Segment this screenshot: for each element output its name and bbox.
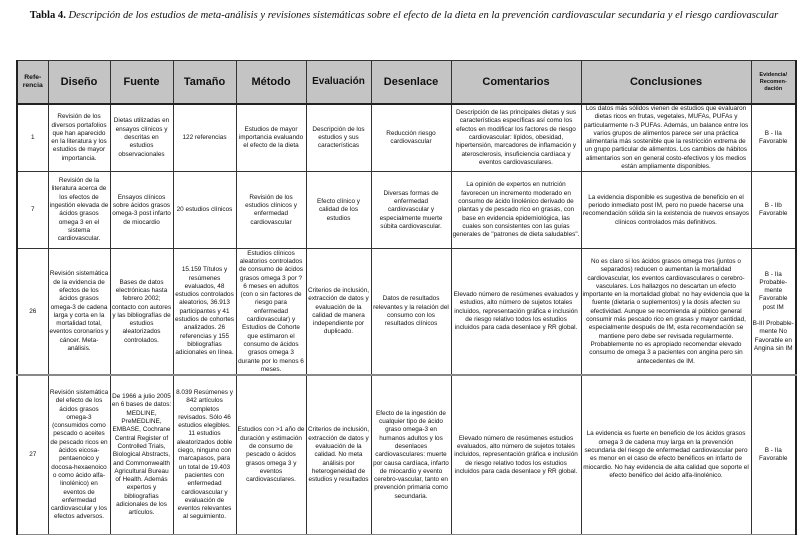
cell-conclusiones: Los datos más sólidos vienen de estudios que evaluaron dietas ricos en frutas, vegetales, MUFAs, PUFAs y particularmente n-3 PUFAs. Además, un balance entre los varios grupos de alimentos parece ser una práctica alimentaria más sostenible que la restricción extrema de un grupo particular de alimentos. Los cambios de hábitos alimentarios son en general costo-efectivos y los medios están ampliamente disponibles. xyxy=(581,104,751,172)
cell-desenlace: Efecto de la ingestión de cualquier tipo de ácido graso omega-3 en humanos adultos y los desenlaces cardiovasculares: muerte por causa cardíaca, infarto de miocardio y evento cerebro-vascular, tanto en prevención primaria como secundaria. xyxy=(371,375,451,535)
header-fuente: Fuente xyxy=(110,61,173,105)
cell-comentarios: Descripción de las principales dietas y sus características específicas así como los efectos en modificar los factores de riesgo cardiovascular: lípidos, obesidad, hipertensión, marcadores de inflamación y aterosclerosis, insuficiencia cardíaca y eventos cardiovasculares. xyxy=(451,104,581,172)
table-label: Tabla 4. xyxy=(29,10,66,21)
cell-fuente: Bases de datos electrónicas hasta febrero 2002; contacto con autores y las bibliografías de estudios aleatorizados controlados. xyxy=(110,249,173,376)
header-metodo: Método xyxy=(236,61,306,105)
meta-analysis-table xyxy=(16,60,797,535)
cell-desenlace: Reducción riesgo cardiovascular xyxy=(371,104,451,172)
cell-evaluacion: Criterios de inclusión, extracción de datos y evaluación de la calidad. No meta análisis por heterogeneidad de estudios y resultados xyxy=(306,375,371,535)
cell-tamano: 15.159 Títulos y resúmenes evaluados, 48 estudios controlados aleatorios, 36.913 participantes y 41 estudios de cohortes analizados. 26 referencias y 155 bibliografías adicionales en línea. xyxy=(173,249,236,376)
cell-ref: 1 xyxy=(17,104,48,172)
evidencia-line-2: B-III Probable-mente No Favorable en Angina sin IM xyxy=(752,320,794,352)
cell-conclusiones: La evidencia es fuerte en beneficio de los ácidos grasos omega 3 de cadena muy larga en la prevención secundaria del riesgo de enfermedad cardiovascular pero es menor en el caso de efecto benéficos en infarto de miocardio. No hay evidencia de alta calidad que soporte el efecto benéfico del ácido alfa-linolénico. xyxy=(581,375,751,535)
table-row xyxy=(17,249,796,376)
cell-diseno: Revisión de los diversos portafolios que han aparecido en la literatura y los estudios de mayor importancia. xyxy=(48,104,110,172)
cell-tamano: 20 estudios clínicos xyxy=(173,172,236,249)
header-conclusiones: Conclusiones xyxy=(581,61,751,105)
cell-metodo: Estudios de mayor importancia evaluando el efecto de la dieta xyxy=(236,104,306,172)
cell-conclusiones: No es claro si los ácidos grasos omega tres (juntos o separados) reducen o aumentan la mortalidad cardiovascular, los eventos cardiovasculares o cerebro-vasculares. Los hallazgos no descartan un efecto importante en la mortalidad global: no hay evidencia que la fuente (dietaria o suplementos) y la dosis afecten su efectividad. Aunque se recomienda al público general consumir más pescado rico en grasas y mayor cantidad, especialmente después de IM, esta recomendación se mantiene pero debe ser revisada regularmente. Probablemente no es apropiado recomendar elevado consumo de omega 3 a pacientes con angina pero sin antecedentes de IM. xyxy=(581,249,751,376)
evidencia-line-1: B - IIa Probable-mente Favorable post IM xyxy=(759,270,788,311)
cell-comentarios: La opinión de expertos en nutrición favorecen un incremento moderado en consumo de ácido linolénico derivado de plantas y de pescado rico en grasas, con base en evidencia epidemiológica, las cuales son consistentes con las guías generales de "patrones de dieta saludables". xyxy=(451,172,581,249)
cell-evidencia: B - IIa Favorable xyxy=(751,375,796,535)
cell-metodo: Revisión de los estudios clínicos y enfermedad cardiovascular xyxy=(236,172,306,249)
table-row xyxy=(17,172,796,249)
header-evidencia: Evidencia/ Recomen-dación xyxy=(751,61,796,105)
cell-fuente: Dietas utilizadas en ensayos clínicos y descritas en estudios observacionales xyxy=(110,104,173,172)
cell-evidencia: B - IIa Favorable xyxy=(751,104,796,172)
cell-desenlace: Datos de resultados relevantes y la relación del consumo con los resultados clínicos xyxy=(371,249,451,376)
cell-evidencia xyxy=(751,249,796,376)
cell-comentarios: Elevado número de resúmenes evaluados y estudios, alto número de sujetos totales incluidos, representación gráfica e inclusión de riesgo relativo todos los estudios incluidos para cada desenlace y RR global. xyxy=(451,249,581,376)
cell-tamano: 122 referencias xyxy=(173,104,236,172)
cell-diseno: Revisión sistemática de la evidencia de efectos de los ácidos grasos omega-3 de cadena larga y corta en la mortalidad total, eventos coronarios y cáncer. Meta-análisis. xyxy=(48,249,110,376)
cell-tamano: 8.039 Resúmenes y 842 artículos completos revisados. Sólo 46 estudios elegibles. 11 estudios aleatorizados doble ciego, ninguno con marcapasos, para un total de 19.403 pacientes con enfermedad cardiovascular y evaluación de eventos relevantes al seguimiento. xyxy=(173,375,236,535)
header-diseno: Diseño xyxy=(48,61,110,105)
cell-evaluacion: Criterios de inclusión, extracción de datos y evaluación de la calidad de manera independiente por duplicado. xyxy=(306,249,371,376)
cell-diseno: Revisión de la literatura acerca de los efectos de ingestión elevada de ácidos grasos omega 3 en el sistema cardiovascular. xyxy=(48,172,110,249)
cell-desenlace: Diversas formas de enfermedad cardiovascular y especialmente muerte súbita cardiovascular. xyxy=(371,172,451,249)
cell-fuente: De 1966 a julio 2005 en 6 bases de datos: MEDLINE, PreMEDLINE, EMBASE, Cochrane Central Register of Controlled Trials, Biological Abstracts, and Commonwealth Agricultural Bureau of Health. Además expertos y bibliografías adicionales de los artículos. xyxy=(110,375,173,535)
table-caption xyxy=(0,10,808,21)
header-tamano: Tamaño xyxy=(173,61,236,105)
cell-ref: 26 xyxy=(17,249,48,376)
cell-fuente: Ensayos clínicos sobre ácidos grasos omega-3 post infarto de miocardio xyxy=(110,172,173,249)
cell-evidencia: B - IIb Favorable xyxy=(751,172,796,249)
cell-conclusiones: La evidencia disponible es sugestiva de beneficio en el periodo inmediato post IM, pero no puede hacerse una recomendación sólida sin la existencia de nuevos ensayos clínicos controlados más definitivos. xyxy=(581,172,751,249)
cell-comentarios: Elevado número de resúmenes estudios evaluados, alto número de sujetos totales incluidos, representación gráfica e inclusión de riesgo relativo todos los estudios incluidos para cada desenlace y RR global. xyxy=(451,375,581,535)
header-desenlace: Desenlace xyxy=(371,61,451,105)
cell-evaluacion: Efecto clínico y calidad de los estudios xyxy=(306,172,371,249)
header-evaluacion: Evaluación xyxy=(306,61,371,105)
table-row xyxy=(17,104,796,172)
table-row xyxy=(17,375,796,535)
cell-metodo: Estudios clínicos aleatorios controlados de consumo de ácidos grasos omega 3 por ? 6 meses en adultos (con o sin factores de riesgo para enfermedad cardiovascular) y Estudios de Cohorte que estimaron el consumo de ácidos grasos omega 3 durante por lo menos 6 meses. xyxy=(236,249,306,376)
cell-metodo: Estudios con >1 año de duración y estimación de consumo de pescado o ácidos grasos omega 3 y eventos cardiovasculares. xyxy=(236,375,306,535)
table-title: Descripción de los estudios de meta-análisis y revisiones sistemáticas sobre el efecto de la dieta en la prevención cardiovascular secundaria y el riesgo cardiovascular xyxy=(68,10,779,21)
header-comentarios: Comentarios xyxy=(451,61,581,105)
header-row xyxy=(17,61,796,105)
cell-diseno: Revisión sistemática del efecto de los ácidos grasos omega-3 (consumidos como pescado o aceites de pescado ricos en ácidos eicosa-pentaenoico y docosa-hexaenoico o como ácido alfa-linolénico) en eventos de enfermedad cardiovascular y los efectos adversos. xyxy=(48,375,110,535)
cell-ref: 7 xyxy=(17,172,48,249)
cell-evaluacion: Descripción de los estudios y sus características xyxy=(306,104,371,172)
cell-ref: 27 xyxy=(17,375,48,535)
header-referencia: Refe-rencia xyxy=(17,61,48,105)
